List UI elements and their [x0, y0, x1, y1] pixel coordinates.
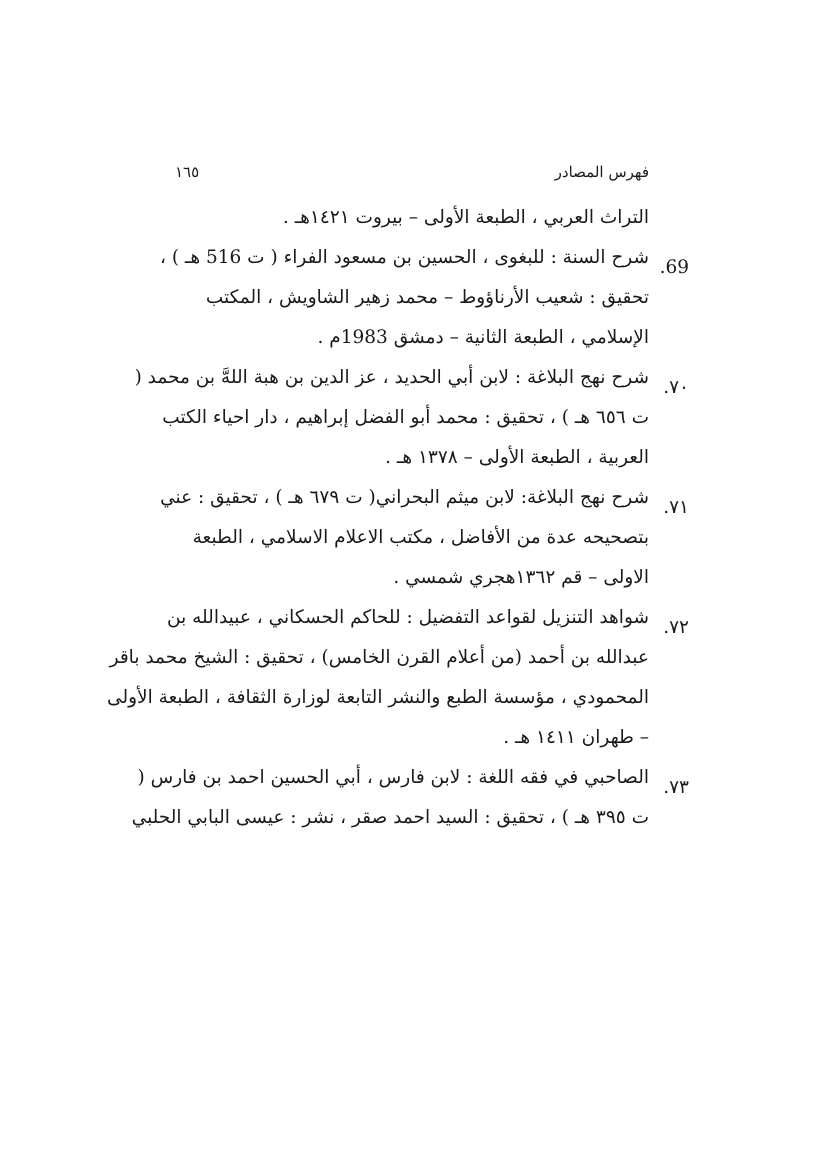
bibliography-entry	[131, 758, 689, 838]
bibliography-entry	[107, 598, 689, 758]
entry-number: ٧٣.	[663, 777, 689, 798]
bibliography-entry	[134, 358, 689, 478]
entry-line: شواهد التنزيل لقواعد التفضيل : للحاكم الحسكاني ، عبيدالله بن	[167, 607, 649, 628]
entry-line: عبدالله بن أحمد (من أعلام القرن الخامس) ، تحقيق : الشيخ محمد باقر	[109, 647, 649, 668]
continuation-entry	[165, 198, 649, 238]
entry-line: الإسلامي ، الطبعة الثانية – دمشق 1983م .	[317, 327, 649, 348]
entry-line: ت ٦٥٦ هـ ) ، تحقيق : محمد أبو الفضل إبراهيم ، دار احياء الكتب	[162, 407, 649, 428]
entry-line: – طهران ١٤١١ هـ .	[503, 727, 649, 748]
entry-line: الصاحبي في فقه اللغة : لابن فارس ، أبي الحسين احمد بن فارس (	[137, 767, 649, 788]
entry-number: ٧٢.	[663, 617, 689, 638]
entry-number: ٧٠.	[663, 377, 689, 398]
entry-line: تحقيق : شعيب الأرناؤوط – محمد زهير الشاويش ، المكتب	[205, 287, 649, 308]
bibliography-entry	[160, 478, 689, 598]
entry-line: شرح نهج البلاغة: لابن ميثم البحراني( ت ٦٧٩ هـ ) ، تحقيق : عني	[160, 487, 649, 508]
running-title: فهرس المصادر	[554, 163, 649, 181]
page-header	[175, 163, 649, 185]
entry-line: شرح نهج البلاغة : لابن أبي الحديد ، عز الدين بن هبة اللهَّ بن محمد (	[134, 367, 649, 388]
bibliography-list	[107, 198, 689, 838]
entry-line: المحمودي ، مؤسسة الطبع والنشر التابعة لوزارة الثقافة ، الطبعة الأولى	[107, 687, 649, 708]
entry-line: الاولى – قم ١٣٦٢هجري شمسي .	[393, 567, 649, 588]
entry-line: التراث العربي ، الطبعة الأولى – بيروت ١٤٢١هـ .	[282, 207, 649, 228]
entry-line: ت ٣٩٥ هـ ) ، تحقيق : السيد احمد صقر ، نشر : عيسى البابي الحلبي	[131, 807, 649, 828]
page-number: ١٦٥	[175, 163, 200, 181]
entry-line: بتصحيحه عدة من الأفاضل ، مكتب الاعلام الاسلامي ، الطبعة	[192, 527, 649, 548]
entry-line: شرح السنة : للبغوى ، الحسين بن مسعود الفراء ( ت 516 هـ ) ،	[159, 247, 649, 268]
entry-number: ٧١.	[663, 497, 689, 518]
bibliography-entry	[159, 238, 689, 358]
entry-line: العربية ، الطبعة الأولى – ١٣٧٨ هـ .	[385, 447, 649, 468]
entry-number: 69.	[659, 257, 689, 278]
